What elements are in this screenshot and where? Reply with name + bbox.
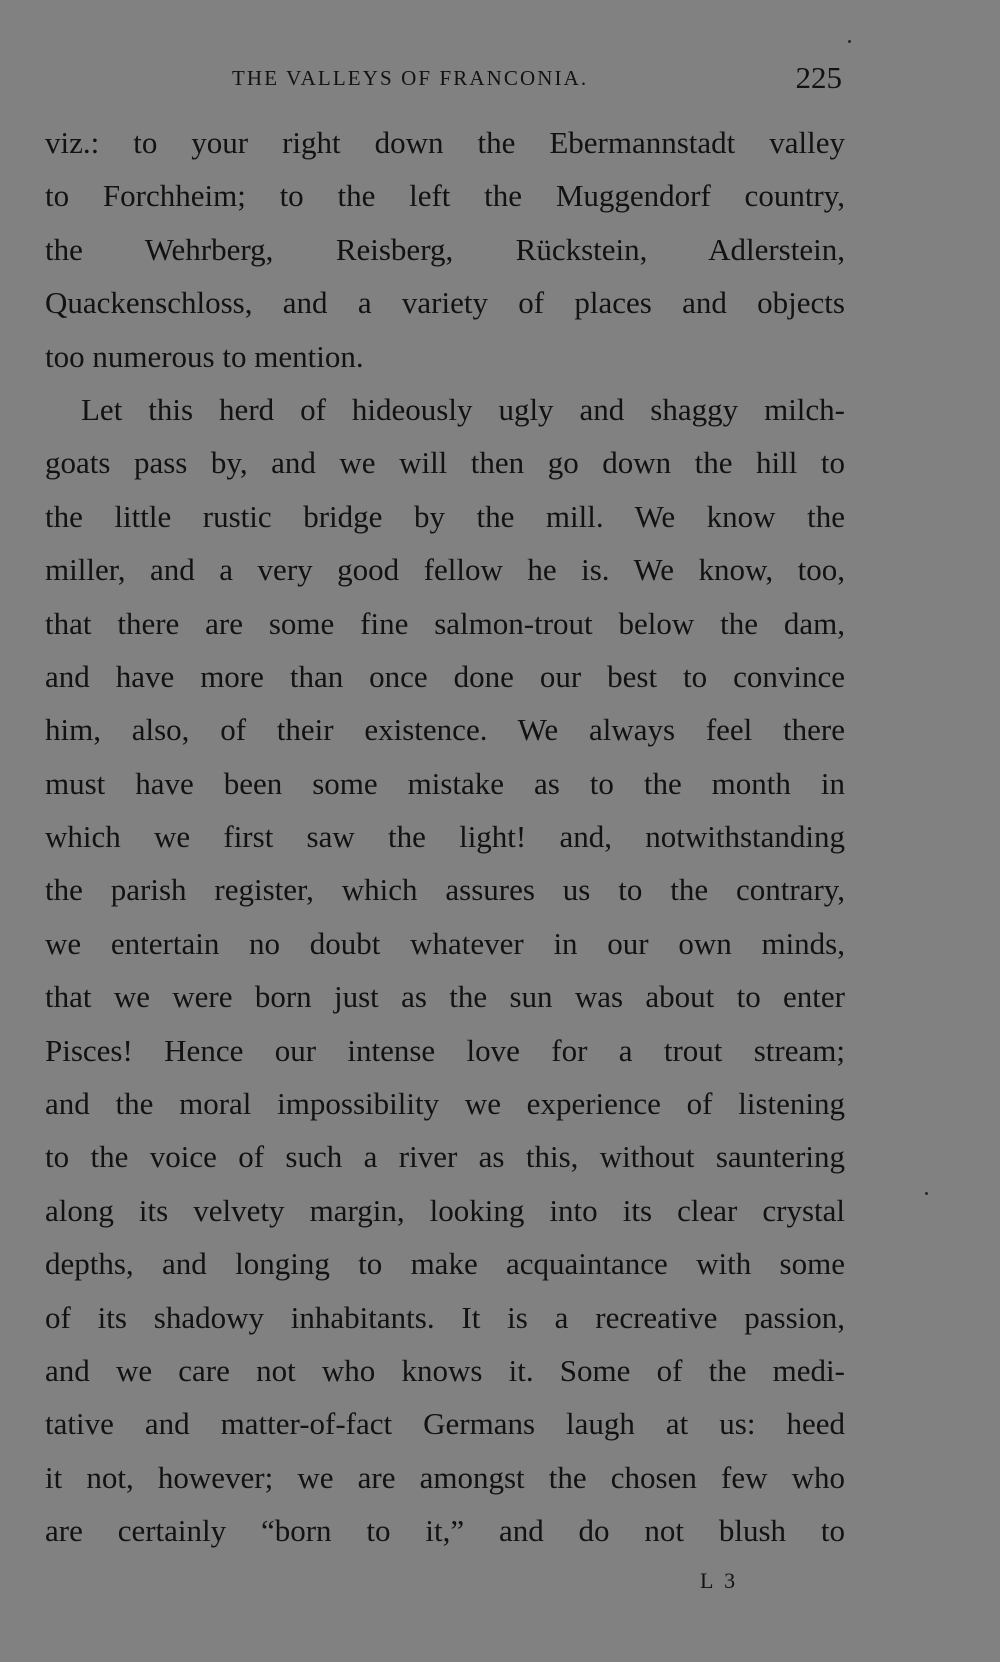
body-text	[45, 116, 845, 1558]
text-line: and the moral impossibility we experience of listening	[45, 1086, 845, 1122]
text-line: goats pass by, and we will then go down the hill to	[45, 445, 845, 481]
text-line: and have more than once done our best to convince	[45, 658, 845, 694]
text-line: we entertain no doubt whatever in our own minds,	[45, 925, 845, 961]
text-line: Quackenschloss, and a variety of places and objects	[45, 285, 845, 321]
text-line: tative and matter-of-fact Germans laugh at us: heed	[45, 1406, 845, 1442]
text-line: that there are some fine salmon-trout below the dam,	[45, 605, 845, 641]
text-line: to the voice of such a river as this, without sauntering	[45, 1139, 845, 1175]
text-line: are certainly “born to it,” and do not blush to	[45, 1513, 845, 1549]
text-line: which we first saw the light! and, notwithstanding	[45, 819, 845, 855]
text-line: depths, and longing to make acquaintance with some	[45, 1246, 845, 1282]
text-line: him, also, of their existence. We always feel there	[45, 712, 845, 748]
text-line: the Wehrberg, Reisberg, Rückstein, Adlerstein,	[45, 231, 845, 267]
text-line: must have been some mistake as to the month in	[45, 765, 845, 801]
text-line: the parish register, which assures us to the contrary,	[45, 872, 845, 908]
text-line: Pisces! Hence our intense love for a trout stream;	[45, 1032, 845, 1068]
text-line: that we were born just as the sun was about to enter	[45, 979, 845, 1015]
text-line: to Forchheim; to the left the Muggendorf country,	[45, 178, 845, 214]
text-line: too numerous to mention.	[45, 338, 364, 374]
running-head	[232, 60, 842, 100]
text-line: it not, however; we are amongst the chosen few who	[45, 1459, 845, 1495]
paper-speck	[925, 1192, 928, 1195]
text-line: Let this herd of hideously ugly and shaggy milch-	[81, 391, 845, 427]
text-line: miller, and a very good fellow he is. We know, too,	[45, 552, 845, 588]
paper-speck	[848, 40, 851, 43]
text-line: along its velvety margin, looking into its clear crystal	[45, 1192, 845, 1228]
text-line: viz.: to your right down the Ebermannstadt valley	[45, 125, 845, 160]
text-line: of its shadowy inhabitants. It is a recreative passion,	[45, 1299, 845, 1335]
text-line: and we care not who knows it. Some of the medi-	[45, 1352, 845, 1388]
running-title: THE VALLEYS OF FRANCONIA.	[232, 66, 589, 90]
text-line: the little rustic bridge by the mill. We know the	[45, 498, 845, 534]
page-number: 225	[795, 60, 842, 95]
signature-mark: L 3	[700, 1568, 739, 1593]
